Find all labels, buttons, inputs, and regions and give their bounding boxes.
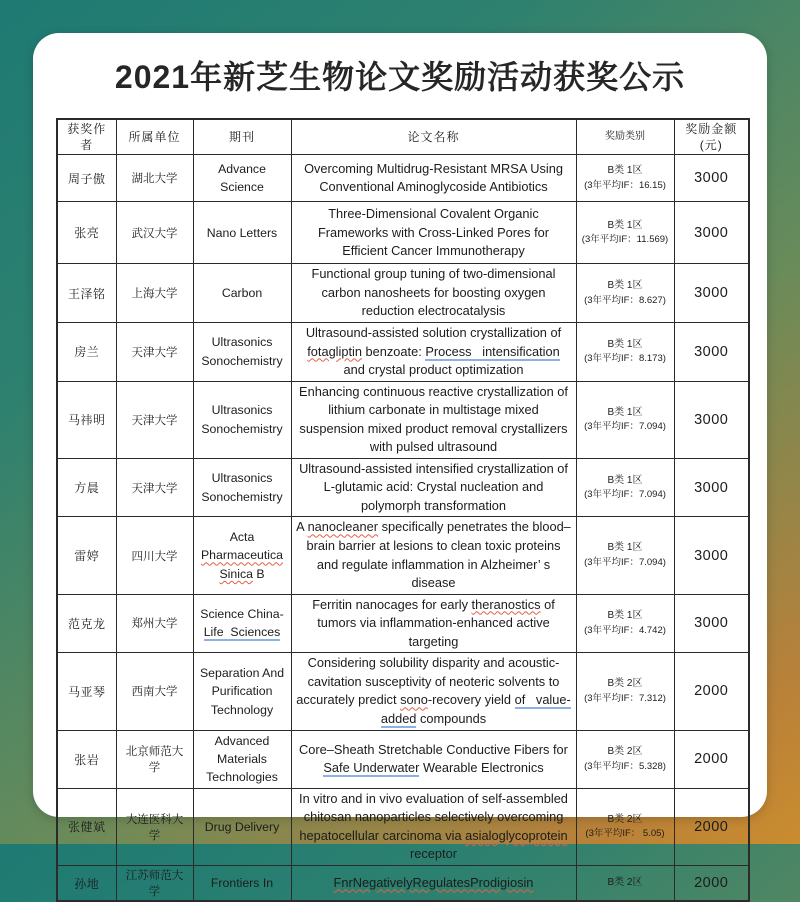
author-cell: 张健斌 [57, 788, 116, 865]
paper-title-cell: Three-Dimensional Covalent Organic Frameworks with Cross-Linked Pores for Efficient Cancer Immunotherapy [291, 202, 576, 264]
table-row [57, 323, 749, 382]
award-amount-cell: 3000 [674, 202, 749, 264]
award-if-value: (3年平均IF：8.627) [584, 294, 666, 306]
award-category-cell [576, 866, 674, 902]
table-row [57, 264, 749, 323]
paper-title-cell [291, 866, 576, 902]
journal-cell: Science China-Life Sciences [193, 594, 291, 653]
award-category: B类 1区 [607, 474, 643, 486]
award-if-value: (3年平均IF：7.094) [584, 489, 666, 501]
award-category: B类 1区 [607, 610, 643, 622]
paper-title-cell: Considering solubility disparity and acoustic-cavitation susceptivity of neoteric solvents to accurately predict sono-recovery yield of value-added compounds [291, 653, 576, 730]
award-amount-cell: 3000 [674, 458, 749, 517]
award-if-value: (3年平均IF：16.15) [584, 179, 666, 191]
award-if-value: (3年平均IF：4.742) [584, 624, 666, 636]
paper-title-cell: Ultrasound-assisted intensified crystallization of L-glutamic acid: Crystal nucleation and polymorph transformation [291, 458, 576, 517]
journal-cell: Frontiers In [193, 866, 291, 902]
red-squiggle-mark: Pharmaceutica [200, 548, 284, 563]
award-category-cell [576, 202, 674, 264]
table-header-row [57, 119, 749, 155]
affiliation-cell: 天津大学 [116, 458, 193, 517]
table-row [57, 155, 749, 202]
award-category-cell [576, 517, 674, 594]
award-category: B类 1区 [607, 280, 643, 292]
affiliation-cell: 大连医科大学 [116, 788, 193, 865]
award-category-cell [576, 594, 674, 653]
award-category-cell [576, 264, 674, 323]
journal-cell: Advanced Materials Technologies [193, 730, 291, 788]
award-category: B类 1区 [607, 406, 643, 418]
author-cell: 王泽铭 [57, 264, 116, 323]
red-squiggle-mark: FnrNegativelyRegulatesProdigiosin [333, 874, 534, 890]
award-amount-cell: 3000 [674, 155, 749, 202]
blue-underline-mark: Safe Underwater [323, 760, 420, 776]
award-category: B类 2区 [607, 877, 643, 889]
award-amount-cell: 3000 [674, 594, 749, 653]
table-row [57, 381, 749, 458]
author-cell: 张亮 [57, 202, 116, 264]
table-header [57, 119, 749, 155]
affiliation-cell: 北京师范大学 [116, 730, 193, 788]
author-cell: 孙地 [57, 866, 116, 902]
award-if-value: (3年平均IF：7.312) [584, 692, 666, 704]
journal-cell: Drug Delivery [193, 788, 291, 865]
red-squiggle-mark: theranostics [471, 596, 541, 612]
affiliation-cell: 湖北大学 [116, 155, 193, 202]
column-header: 获奖作者 [57, 119, 116, 155]
award-category: B类 1区 [607, 542, 643, 554]
author-cell: 马亚琴 [57, 653, 116, 730]
red-squiggle-mark: fotagliptin [307, 343, 362, 359]
author-cell: 周子傲 [57, 155, 116, 202]
award-category-cell [576, 323, 674, 382]
award-amount-cell: 2000 [674, 730, 749, 788]
paper-title-cell: Overcoming Multidrug-Resistant MRSA Using Conventional Aminoglycoside Antibiotics [291, 155, 576, 202]
paper-title-cell: Ultrasound-assisted solution crystallization of fotagliptin benzoate: Process intensification and crystal product optimization [291, 323, 576, 382]
column-header: 奖励金额 (元) [674, 119, 749, 155]
affiliation-cell: 四川大学 [116, 517, 193, 594]
award-category-cell [576, 653, 674, 730]
award-category: B类 1区 [607, 338, 643, 350]
award-if-value: (3年平均IF：5.328) [584, 760, 666, 772]
table-row [57, 730, 749, 788]
affiliation-cell: 天津大学 [116, 381, 193, 458]
author-cell: 房兰 [57, 323, 116, 382]
award-if-value: (3年平均IF：7.094) [584, 556, 666, 568]
journal-cell: Acta Pharmaceutica Sinica B [193, 517, 291, 594]
page-title: 2021年新芝生物论文奖励活动获奖公示 [114, 59, 686, 95]
red-squiggle-mark: asialoglycoprotein [465, 827, 568, 843]
journal-cell: Nano Letters [193, 202, 291, 264]
award-if-value: (3年平均IF：11.569) [581, 234, 669, 246]
author-cell: 马祎明 [57, 381, 116, 458]
award-amount-cell: 2000 [674, 788, 749, 865]
award-category-cell [576, 730, 674, 788]
announcement-card [33, 33, 767, 898]
award-if-value: (3年平均IF： 5.05) [585, 828, 665, 840]
table-row [57, 202, 749, 264]
table-row [57, 517, 749, 594]
journal-cell: Advance Science [193, 155, 291, 202]
award-amount-cell: 3000 [674, 517, 749, 594]
author-cell: 张岩 [57, 730, 116, 788]
table-row [57, 788, 749, 865]
award-category-cell [576, 381, 674, 458]
award-amount-cell: 3000 [674, 323, 749, 382]
award-category-cell [576, 155, 674, 202]
paper-title-cell: A nanocleaner specifically penetrates the blood– brain barrier at lesions to clean toxic proteins and regulate inflammation in Alzheimer’ s disease [291, 517, 576, 594]
award-category: B类 2区 [607, 746, 643, 758]
award-category-cell [576, 788, 674, 865]
award-amount-cell: 3000 [674, 264, 749, 323]
journal-cell: Carbon [193, 264, 291, 323]
paper-title-cell: Functional group tuning of two-dimensional carbon nanosheets for boosting oxygen reduction electrocatalysis [291, 264, 576, 323]
paper-title-cell: Core–Sheath Stretchable Conductive Fibers for Safe Underwater Wearable Electronics [291, 730, 576, 788]
award-category: B类 1区 [607, 165, 643, 177]
red-squiggle-mark: Sinica [219, 566, 253, 581]
journal-cell: Ultrasonics Sonochemistry [193, 323, 291, 382]
column-header: 所属单位 [116, 119, 193, 155]
column-header: 奖励类别 [576, 119, 674, 155]
author-cell: 雷婷 [57, 517, 116, 594]
table-row [57, 866, 749, 902]
author-cell: 方晨 [57, 458, 116, 517]
award-if-value: (3年平均IF：8.173) [584, 353, 666, 365]
blue-underline-mark: Process intensification [425, 343, 560, 359]
blue-underline-mark: Life Sciences [203, 625, 281, 640]
award-category: B类 1区 [607, 219, 643, 231]
column-header: 论文名称 [291, 119, 576, 155]
paper-title-cell: Ferritin nanocages for early theranostics of tumors via inflammation-enhanced active targeting [291, 594, 576, 653]
awards-table [56, 118, 750, 902]
red-squiggle-mark: sono [400, 692, 428, 708]
journal-cell: Ultrasonics Sonochemistry [193, 381, 291, 458]
journal-cell: Separation And Purification Technology [193, 653, 291, 730]
award-amount-cell: 2000 [674, 866, 749, 902]
award-category-cell [576, 458, 674, 517]
award-amount-cell: 2000 [674, 653, 749, 730]
award-category: B类 2区 [607, 678, 643, 690]
award-amount-cell: 3000 [674, 381, 749, 458]
table-row [57, 458, 749, 517]
red-squiggle-mark: nanocleaner [307, 519, 379, 535]
affiliation-cell: 江苏师范大学 [116, 866, 193, 902]
affiliation-cell: 武汉大学 [116, 202, 193, 264]
affiliation-cell: 郑州大学 [116, 594, 193, 653]
affiliation-cell: 西南大学 [116, 653, 193, 730]
author-cell: 范克龙 [57, 594, 116, 653]
table-row [57, 653, 749, 730]
paper-title-cell: In vitro and in vivo evaluation of self-assembled chitosan nanoparticles selectively overcoming hepatocellular carcinoma via asialoglycoprotein receptor [291, 788, 576, 865]
paper-title-cell: Enhancing continuous reactive crystallization of lithium carbonate in multistage mixed suspension mixed product removal crystallizers with pulsed ultrasound [291, 381, 576, 458]
award-if-value: (3年平均IF：7.094) [584, 421, 666, 433]
affiliation-cell: 天津大学 [116, 323, 193, 382]
blue-underline-mark: of value-added [380, 692, 571, 726]
journal-cell: Ultrasonics Sonochemistry [193, 458, 291, 517]
affiliation-cell: 上海大学 [116, 264, 193, 323]
award-category: B类 2区 [607, 813, 643, 825]
table-row [57, 594, 749, 653]
column-header: 期刊 [193, 119, 291, 155]
